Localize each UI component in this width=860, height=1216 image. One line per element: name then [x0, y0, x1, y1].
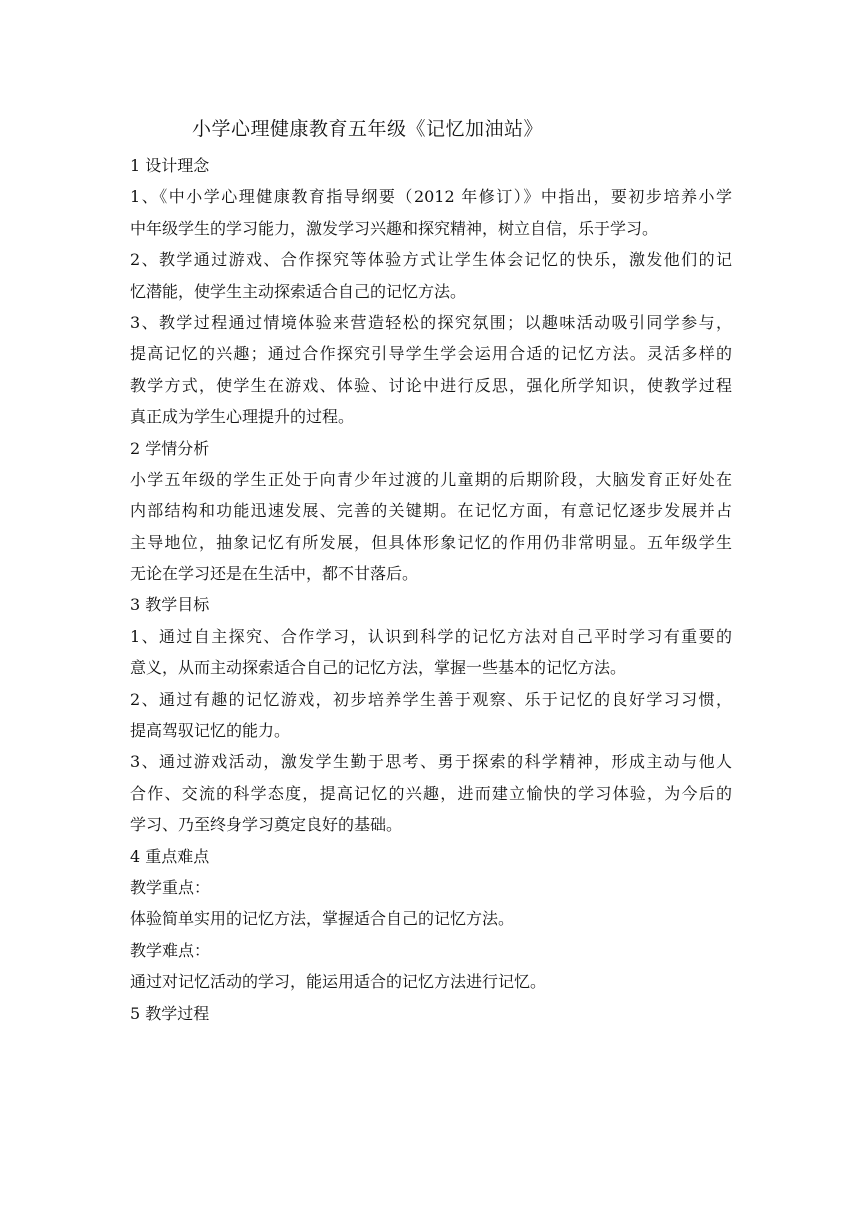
- paragraph-line: 提高驾驭记忆的能力。: [130, 721, 291, 741]
- paragraph-line: 意义，从而主动探索适合自己的记忆方法，掌握一些基本的记忆方法。: [130, 658, 627, 678]
- paragraph-line: 中年级学生的学习能力，激发学习兴趣和探究精神，树立自信，乐于学习。: [130, 218, 659, 238]
- paragraph-line: 教学方式，使学生在游戏、体验、讨论中进行反思，强化所学知识，使教学过程: [130, 375, 732, 395]
- section-heading: 2 学情分析: [130, 438, 210, 458]
- paragraph-line: 2、通过有趣的记忆游戏，初步培养学生善于观察、乐于记忆的良好学习习惯，: [130, 689, 732, 709]
- section-heading: 4 重点难点: [130, 846, 210, 866]
- document-body: [130, 150, 732, 1029]
- paragraph-line: 教学重点：: [130, 877, 211, 897]
- section-heading: 3 教学目标: [130, 595, 210, 615]
- paragraph-line: 主导地位，抽象记忆有所发展，但具体形象记忆的作用仍非常明显。五年级学生: [130, 532, 732, 552]
- paragraph-line: 真正成为学生心理提升的过程。: [130, 407, 355, 427]
- paragraph-line: 体验简单实用的记忆方法，掌握适合自己的记忆方法。: [130, 909, 515, 929]
- paragraph-line: 合作、交流的科学态度，提高记忆的兴趣，进而建立愉快的学习体验，为今后的: [130, 783, 732, 803]
- paragraph-line: 2、教学通过游戏、合作探究等体验方式让学生体会记忆的快乐，激发他们的记: [130, 250, 732, 270]
- paragraph-line: 1、通过自主探究、合作学习，认识到科学的记忆方法对自己平时学习有重要的: [130, 626, 732, 646]
- paragraph-line: 小学五年级的学生正处于向青少年过渡的儿童期的后期阶段，大脑发育正好处在: [130, 469, 732, 489]
- paragraph-line: 教学难点：: [130, 940, 211, 960]
- paragraph-line: 忆潜能，使学生主动探索适合自己的记忆方法。: [130, 281, 467, 301]
- paragraph-line: 1、《中小学心理健康教育指导纲要（2012 年修订）》中指出，要初步培养小学: [130, 187, 732, 207]
- section-heading: 1 设计理念: [130, 156, 210, 175]
- paragraph-line: 3、通过游戏活动，激发学生勤于思考、勇于探索的科学精神，形成主动与他人: [130, 752, 732, 772]
- document-title: 小学心理健康教育五年级《记忆加油站》: [192, 118, 544, 140]
- paragraph-line: 通过对记忆活动的学习，能运用适合的记忆方法进行记忆。: [130, 972, 547, 992]
- paragraph-line: 无论在学习还是在生活中，都不甘落后。: [130, 564, 419, 584]
- paragraph-line: 3、教学过程通过情境体验来营造轻松的探究氛围；以趣味活动吸引同学参与，: [130, 312, 732, 332]
- paragraph-line: 学习、乃至终身学习奠定良好的基础。: [130, 815, 403, 835]
- paragraph-line: 提高记忆的兴趣；通过合作探究引导学生学会运用合适的记忆方法。灵活多样的: [130, 344, 732, 364]
- paragraph-line: 内部结构和功能迅速发展、完善的关键期。在记忆方面，有意记忆逐步发展并占: [130, 501, 732, 521]
- section-heading: 5 教学过程: [130, 1003, 210, 1023]
